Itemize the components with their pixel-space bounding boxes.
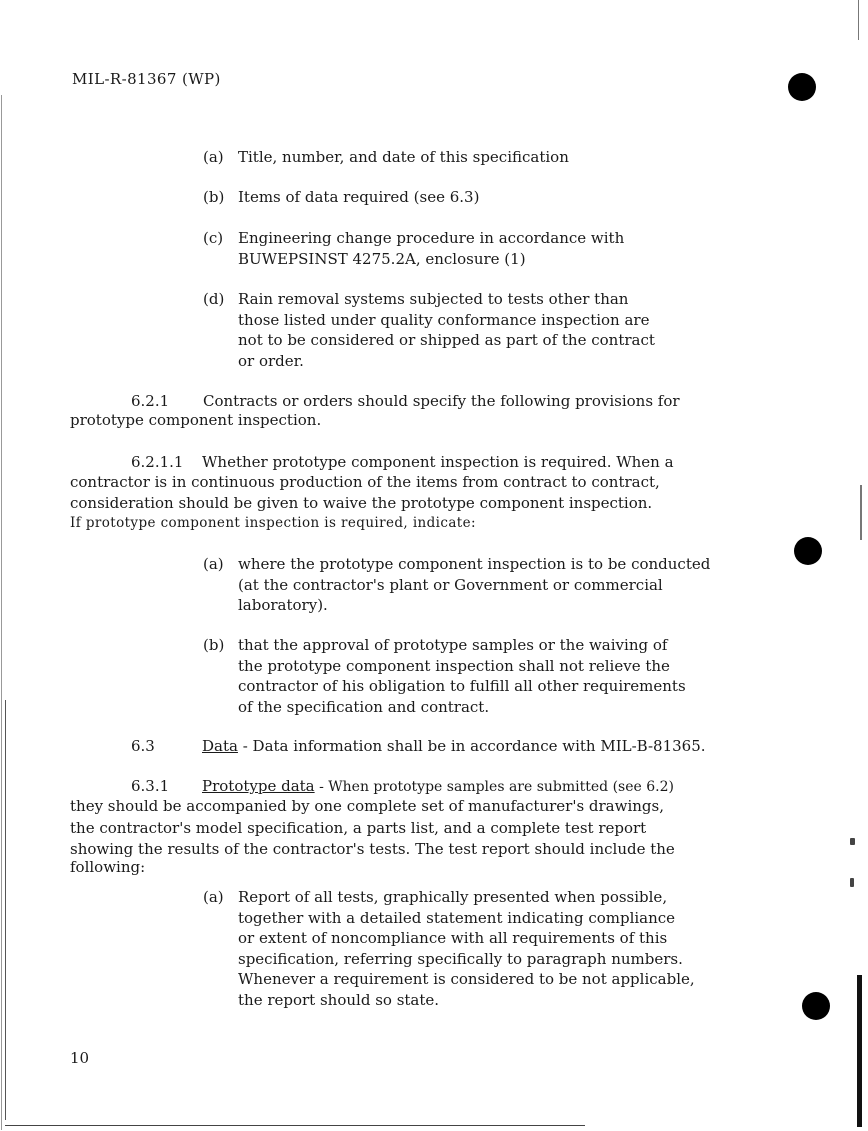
left-edge-line (1, 95, 2, 1130)
paragraph-number: 6.3.1 (131, 777, 170, 795)
list-item-text: where the prototype component inspection is to be conducted (at the contractor's plant or Government or commercial laboratory). (238, 555, 711, 614)
list-item-label: (b) (203, 188, 225, 206)
scan-speck (850, 878, 854, 887)
paragraph-text: consideration should be given to waive the prototype component inspection. (70, 494, 653, 512)
list-item-label: (a) (203, 148, 224, 166)
list-item-text: Report of all tests, graphically presented when possible, together with a detailed statement indicating compliance or extent of noncompliance with all requirements of this specification, referring specifically to paragraph numbers. Whenever a requirement is considered to be not applicable, the report should so state. (238, 888, 695, 1009)
list-item-label: (a) (203, 555, 224, 573)
bottom-edge-line (5, 1125, 585, 1126)
binder-hole-middle (794, 537, 822, 565)
list-item-text: that the approval of prototype samples or the waiving of the prototype component inspection shall not relieve the contractor of his obligation to fulfill all other requirements of the specification and contract. (238, 636, 686, 716)
binder-hole-top (788, 73, 816, 101)
paragraph-text: - When prototype samples are submitted (see 6.2) (314, 779, 674, 795)
paragraph-text: - Data information shall be in accordance with MIL-B-81365. (237, 737, 706, 755)
list-item-label: (b) (203, 636, 225, 654)
list-item-label: (d) (203, 290, 225, 308)
paragraph-text: following: (70, 858, 146, 876)
scan-speck (850, 838, 855, 845)
left-edge-mark (5, 700, 6, 1120)
paragraph-number: 6.3 (131, 737, 155, 755)
list-item-text: Engineering change procedure in accordance with BUWEPSINST 4275.2A, enclosure (1) (238, 229, 625, 268)
paragraph-6-3-body (202, 736, 706, 756)
list-item-text: Title, number, and date of this specification (238, 148, 569, 166)
list-item-label: (c) (203, 229, 224, 247)
paragraph-heading: Data (202, 737, 238, 755)
paragraph-6-3 (131, 736, 155, 756)
list-item-label: (a) (203, 888, 224, 906)
paragraph-number: 6.2.1 (131, 392, 170, 410)
paragraph-text: the contractor's model specification, a parts list, and a complete test report (70, 819, 647, 837)
paragraph-first-line (202, 776, 674, 797)
paragraph-text: Contracts or orders should specify the following provisions for (203, 392, 680, 410)
document-id: MIL-R-81367 (WP) (72, 70, 221, 88)
list-item-text: Items of data required (see 6.3) (238, 188, 480, 206)
binder-hole-bottom (802, 992, 830, 1020)
right-edge-mark-bottom (857, 975, 862, 1127)
paragraph-heading: Prototype data (202, 777, 315, 795)
page-number: 10 (70, 1049, 90, 1067)
paragraph-text: they should be accompanied by one complete set of manufacturer's drawings, (70, 797, 664, 815)
paragraph-text: Whether prototype component inspection is required. When a (202, 453, 674, 471)
paragraph-text: prototype component inspection. (70, 411, 322, 429)
right-edge-mark-top (858, 0, 859, 40)
list-item-text: Rain removal systems subjected to tests other than those listed under quality conformance inspection are not to be considered or shipped as part of the contract or order. (238, 290, 655, 370)
paragraph-text: If prototype component inspection is required, indicate: (70, 515, 476, 531)
paragraph-text: contractor is in continuous production of the items from contract to contract, (70, 473, 660, 491)
right-edge-mark-mid (860, 485, 862, 540)
paragraph-text: showing the results of the contractor's tests. The test report should include the (70, 840, 675, 858)
paragraph-number: 6.2.1.1 (131, 453, 184, 471)
